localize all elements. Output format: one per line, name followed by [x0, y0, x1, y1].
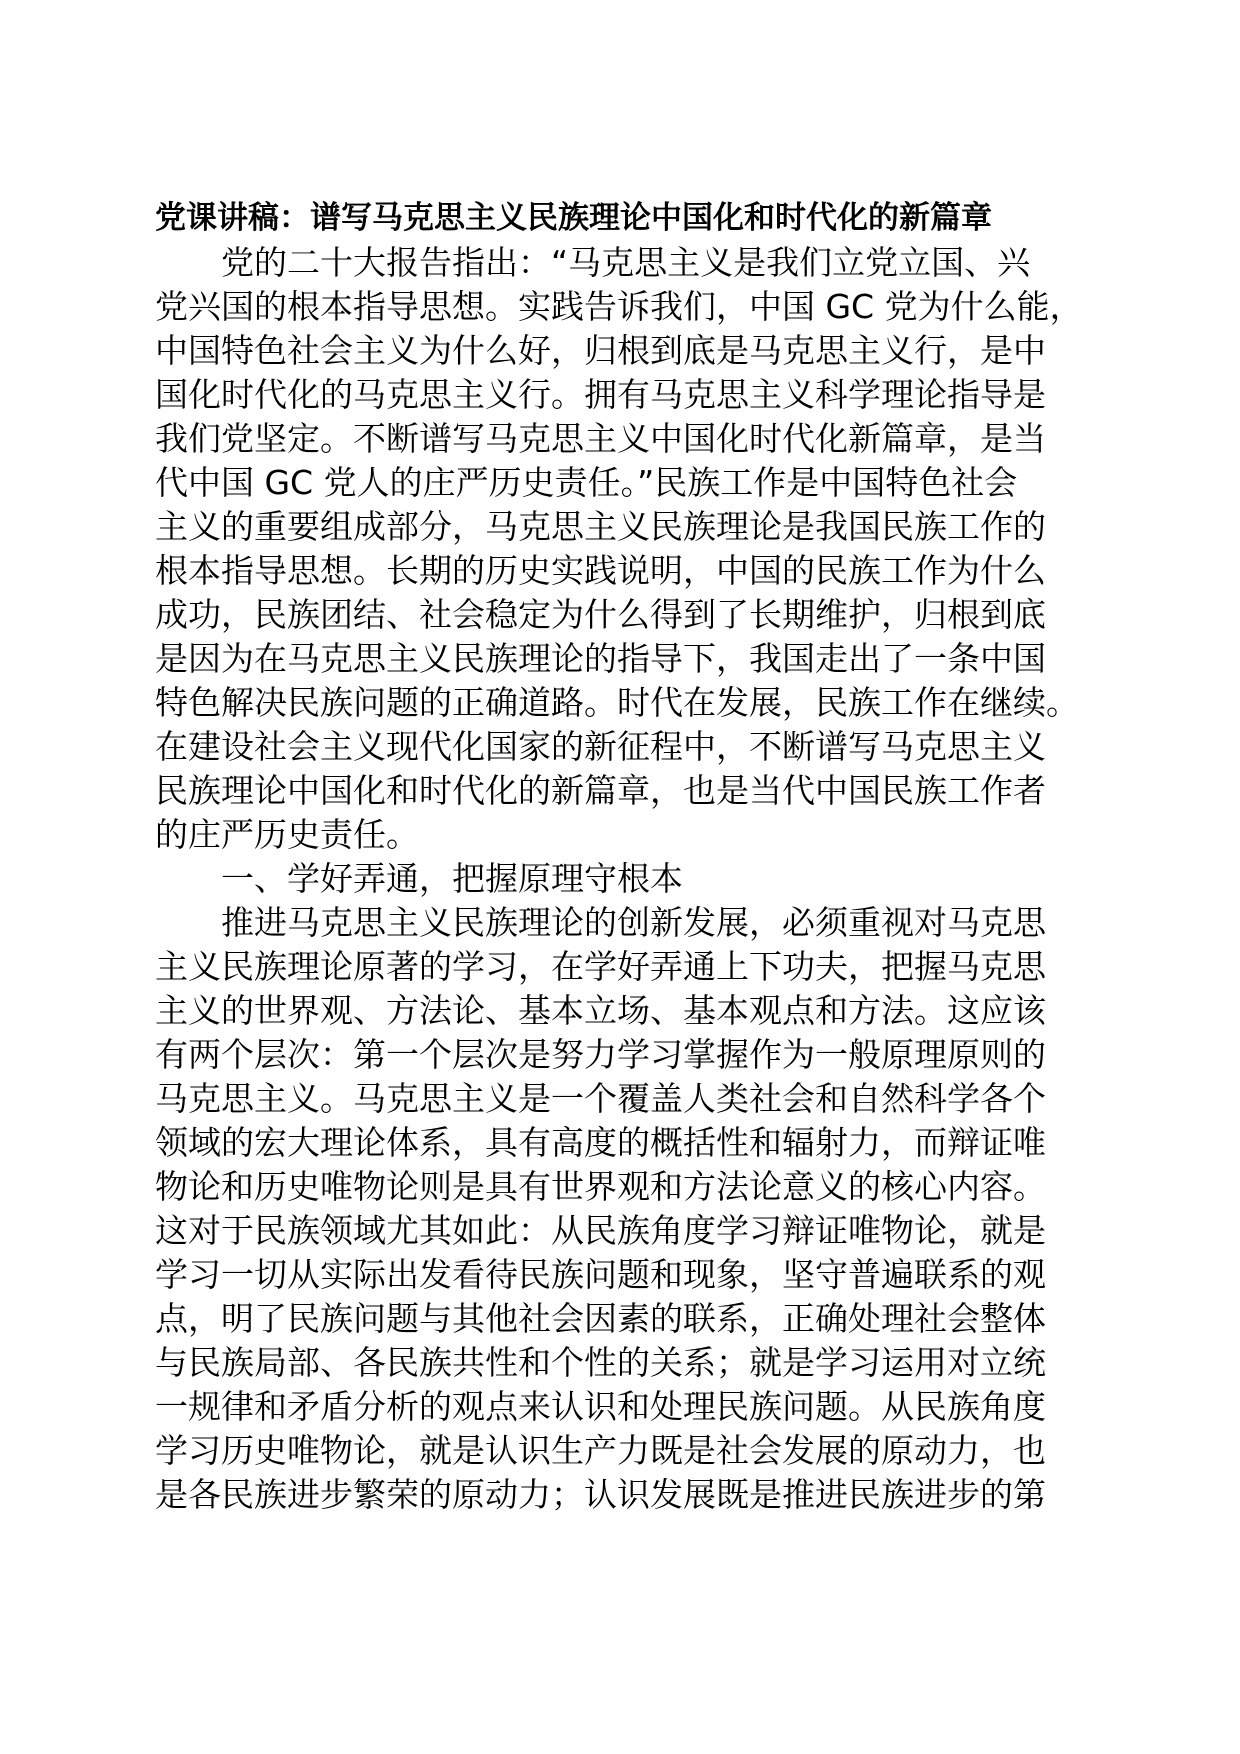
text-line: 主义的重要组成部分，马克思主义民族理论是我国民族工作的	[155, 507, 1046, 546]
text-line: 点，明了民族问题与其他社会因素的联系，正确处理社会整体	[155, 1299, 1046, 1338]
text-line: 马克思主义。马克思主义是一个覆盖人类社会和自然科学各个	[155, 1079, 1046, 1118]
text-line: 代中国 GC 党人的庄严历史责任。”民族工作是中国特色社会	[155, 463, 1018, 502]
document-body	[155, 241, 1085, 1517]
text-line: 这对于民族领域尤其如此：从民族角度学习辩证唯物论，就是	[155, 1211, 1046, 1250]
text-line: 中国特色社会主义为什么好，归根到底是马克思主义行，是中	[155, 331, 1046, 370]
text-line: 一规律和矛盾分析的观点来认识和处理民族问题。从民族角度	[155, 1387, 1046, 1426]
text-line: 是因为在马克思主义民族理论的指导下，我国走出了一条中国	[155, 639, 1046, 678]
text-line: 有两个层次：第一个层次是努力学习掌握作为一般原理原则的	[155, 1035, 1046, 1074]
text-line: 党兴国的根本指导思想。实践告诉我们，中国 GC 党为什么能，	[155, 287, 1083, 326]
text-line: 推进马克思主义民族理论的创新发展，必须重视对马克思	[221, 903, 1046, 942]
text-line: 在建设社会主义现代化国家的新征程中，不断谱写马克思主义	[155, 727, 1046, 766]
text-line: 主义的世界观、方法论、基本立场、基本观点和方法。这应该	[155, 991, 1046, 1030]
text-line: 与民族局部、各民族共性和个性的关系；就是学习运用对立统	[155, 1343, 1046, 1382]
text-line: 党的二十大报告指出：“马克思主义是我们立党立国、兴	[221, 243, 1031, 282]
text-line: 一、学好弄通，把握原理守根本	[221, 859, 683, 898]
text-line: 是各民族进步繁荣的原动力；认识发展既是推进民族进步的第	[155, 1475, 1046, 1514]
text-line: 民族理论中国化和时代化的新篇章，也是当代中国民族工作者	[155, 771, 1046, 810]
text-line: 物论和历史唯物论则是具有世界观和方法论意义的核心内容。	[155, 1167, 1046, 1206]
text-line: 领域的宏大理论体系，具有高度的概括性和辐射力，而辩证唯	[155, 1123, 1046, 1162]
text-line: 学习历史唯物论，就是认识生产力既是社会发展的原动力，也	[155, 1431, 1046, 1470]
text-line: 学习一切从实际出发看待民族问题和现象，坚守普遍联系的观	[155, 1255, 1046, 1294]
text-line: 成功，民族团结、社会稳定为什么得到了长期维护，归根到底	[155, 595, 1046, 634]
text-line: 国化时代化的马克思主义行。拥有马克思主义科学理论指导是	[155, 375, 1046, 414]
document-title: 党课讲稿：谱写马克思主义民族理论中国化和时代化的新篇章	[155, 200, 992, 236]
text-line: 我们党坚定。不断谱写马克思主义中国化时代化新篇章，是当	[155, 419, 1046, 458]
text-line: 根本指导思想。长期的历史实践说明，中国的民族工作为什么	[155, 551, 1046, 590]
text-line: 主义民族理论原著的学习，在学好弄通上下功夫，把握马克思	[155, 947, 1046, 986]
text-line: 的庄严历史责任。	[155, 815, 419, 854]
text-line: 特色解决民族问题的正确道路。时代在发展，民族工作在继续。	[155, 683, 1079, 722]
